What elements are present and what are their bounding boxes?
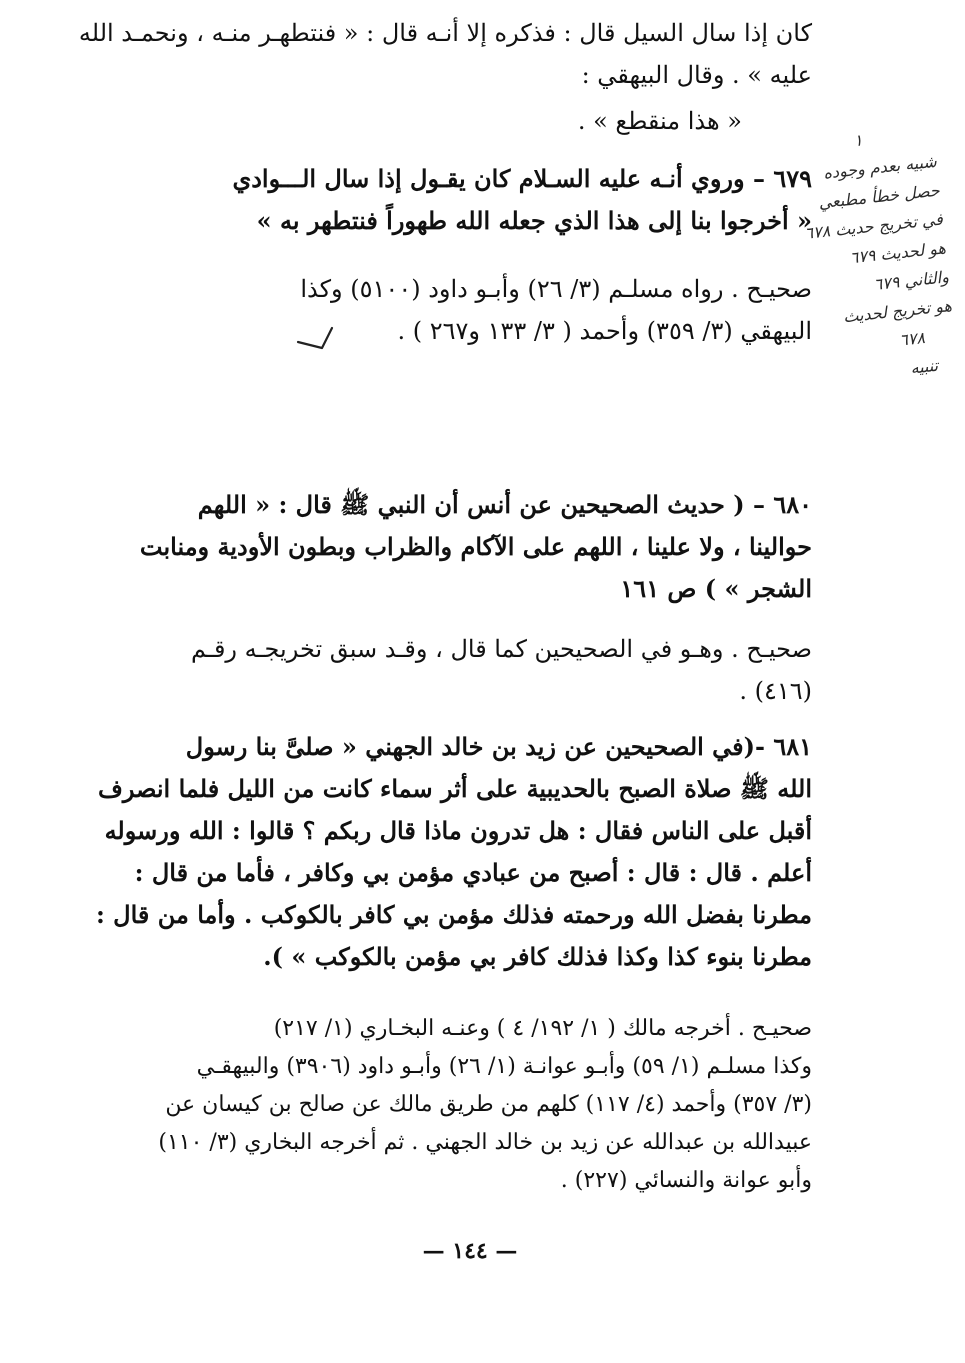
text-line: صحيـح . رواه مسلـم (٣/ ٢٦) وأبـو داود (٥١٠٠) وكذا [300, 275, 812, 303]
text-line: مطرنا بنوء كذا وكذا فذلك كافر بي مؤمن بالكوكب » ). [263, 942, 812, 971]
handwritten-line: في تخريج حديث ٦٧٨ [803, 209, 944, 243]
handwritten-line: ١ [852, 130, 864, 151]
page-number: — ١٤٤ — [422, 1238, 518, 1264]
intro-paragraph [78, 12, 812, 142]
hadith-681 [95, 726, 812, 978]
text-line: ٦٨١ -(في الصحيحين عن زيد بن خالد الجهني « صلىَّ بنا رسول [185, 732, 812, 761]
hadith-680 [122, 484, 812, 610]
text-line: « هذا منقطع » . [577, 107, 742, 135]
text-line: مطرنا بفضل الله ورحمته فذلك مؤمن بي كافر بالكوكب . وأما من قال : [95, 900, 812, 929]
text-line: الشجر » ) ص ١٦١ [620, 574, 812, 603]
handwritten-line: هو تخريج لحديث [842, 296, 953, 327]
text-line: عليه » . وقال البيهقي : [581, 61, 812, 89]
text-line: البيهقي (٣/ ٣٥٩) وأحمد ( ٣/ ١٣٣ و٢٦٧ ) . [397, 317, 812, 345]
text-line: وكذا مسلـم (١/ ٥٩) وأبـو عوانـة (١/ ٢٦) وأبـو داود (٣٩٠٦) والبيهقـي [196, 1054, 812, 1079]
handwritten-line: والثاني ٦٧٩ [872, 267, 950, 294]
text-line: ٦٨٠ – ( حديث الصحيحين عن أنس أن النبي ﷺ قال : « اللهم [197, 490, 812, 519]
handwritten-line: شبيه بعدم وجوده [822, 151, 938, 183]
text-line: عبيدالله بن عبدالله عن زيد بن خالد الجهني . ثم أخرجه البخاري (٣/ ١١٠) [158, 1130, 812, 1155]
handwritten-line: هو لحديث ٦٧٩ [848, 238, 947, 268]
text-line: « أخرجوا بنا إلى هذا الذي جعله الله طهوراً فنتطهر به » [256, 206, 812, 235]
text-line: (٤١٦) . [739, 677, 812, 705]
hadith-679 [202, 158, 812, 242]
pen-checkmark [292, 322, 334, 352]
text-line: أقبل على الناس فقال : هل تدرون ماذا قال ربكم ؟ قالوا : الله ورسوله [104, 816, 812, 845]
handwritten-margin-note [773, 118, 965, 453]
handwritten-line: تنبيه [909, 355, 939, 378]
text-line: ٦٧٩ – وروي أنـه عليه السـلام كان يقـول إذا سال الـــوادي [232, 164, 812, 193]
grading-681 [122, 1010, 812, 1200]
handwritten-line: ٦٧٨ [898, 327, 926, 350]
handwritten-line: حصل خطأ مطبعي [817, 180, 941, 213]
grading-680 [122, 628, 812, 712]
text-line: حوالينا ، ولا علينا ، اللهم على الآكام والظراب وبطون الأودية ومنابت [139, 532, 812, 561]
text-line: كان إذا سال السيل قال : فذكره إلا أنـه قال : « فنتطهـر منـه ، ونحمـد الله [78, 19, 812, 47]
text-line: (٣/ ٣٥٧) وأحمد (٤/ ١١٧) كلهم من طريق مالك عن صالح بن كيسان عن [165, 1092, 812, 1117]
text-line: أعلم . قال : قال : أصبح من عبادي مؤمن بي وكافر ، فأما من قال : [134, 858, 812, 887]
text-line: وأبو عوانة والنسائي (٢٢٧) . [560, 1168, 812, 1193]
text-line: الله ﷺ صلاة الصبح بالحديبية على أثر سماء كانت من الليل فلما انصرف [97, 774, 812, 803]
text-line: صحيـح . أخرجه مالك ( ١/ ١٩٢/ ٤ ) وعنـه البخـاري (١/ ٢١٧) [273, 1016, 812, 1041]
text-line: صحيـح . وهـو في الصحيحين كما قال ، وقـد سبق تخريجـه رقـم [190, 635, 812, 663]
